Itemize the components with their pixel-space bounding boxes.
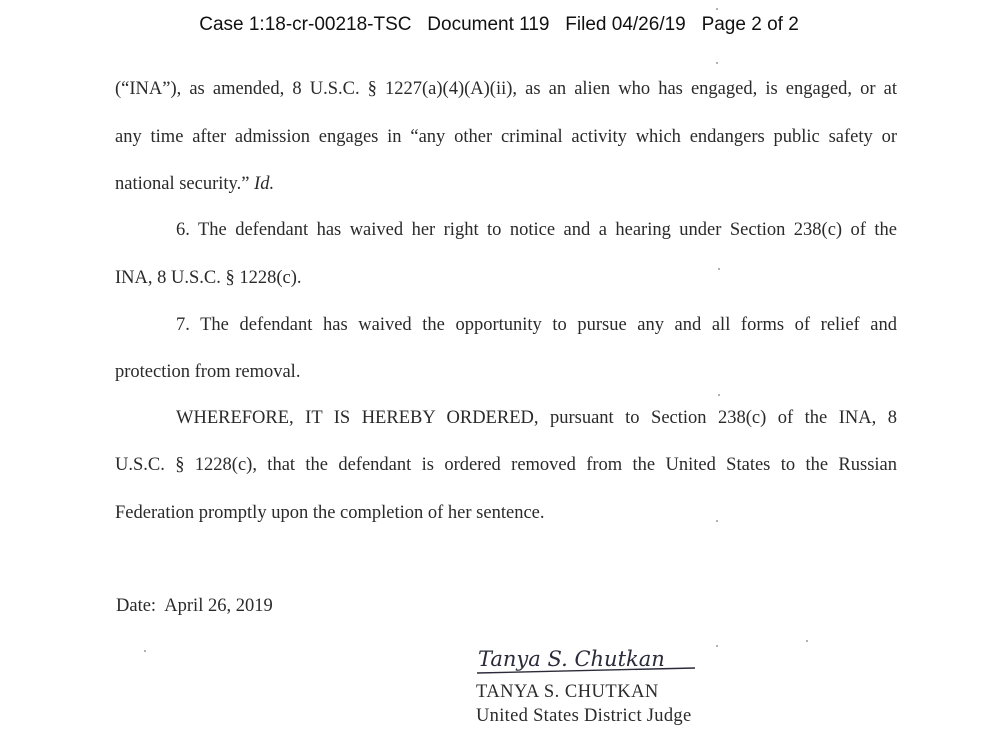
scan-speck [716, 62, 718, 64]
paragraph-7-line-2: protection from removal. [115, 362, 301, 382]
judge-title: United States District Judge [476, 706, 692, 726]
order-line-3: Federation promptly upon the completion of her sentence. [115, 503, 545, 523]
scan-speck [806, 640, 808, 642]
order-line-1: WHEREFORE, IT IS HEREBY ORDERED, pursuant to Section 238(c) of the INA, 8 [176, 408, 897, 428]
body-line-3-text: national security.” [115, 174, 255, 194]
scan-speck [718, 394, 720, 396]
paragraph-6-line-2: INA, 8 U.S.C. § 1228(c). [115, 268, 302, 288]
order-date: Date: April 26, 2019 [116, 596, 273, 616]
paragraph-6-line-1: 6. The defendant has waived her right to notice and a hearing under Section 238(c) of the [176, 220, 897, 240]
order-line-2: U.S.C. § 1228(c), that the defendant is ordered removed from the United States to the Russian [115, 455, 897, 475]
body-line-3 [115, 174, 897, 195]
paragraph-7-line-1: 7. The defendant has waived the opportunity to pursue any and all forms of relief and [176, 315, 897, 335]
scan-speck [716, 8, 718, 10]
scan-speck [716, 520, 718, 522]
judge-name: TANYA S. CHUTKAN [476, 682, 659, 702]
judge-signature [475, 640, 705, 680]
signature-script: Tanya S. Chutkan [478, 647, 665, 671]
body-line-2: any time after admission engages in “any other criminal activity which endangers public safety or [115, 127, 897, 147]
scan-speck [716, 645, 718, 647]
case-header: Case 1:18-cr-00218-TSC Document 119 Filed 04/26/19 Page 2 of 2 [199, 14, 799, 35]
scan-speck [718, 268, 720, 270]
body-line-1: (“INA”), as amended, 8 U.S.C. § 1227(a)(4)(A)(ii), as an alien who has engaged, is engaged, or at [115, 79, 897, 99]
scan-speck [144, 650, 146, 652]
id-citation: Id. [254, 174, 275, 194]
